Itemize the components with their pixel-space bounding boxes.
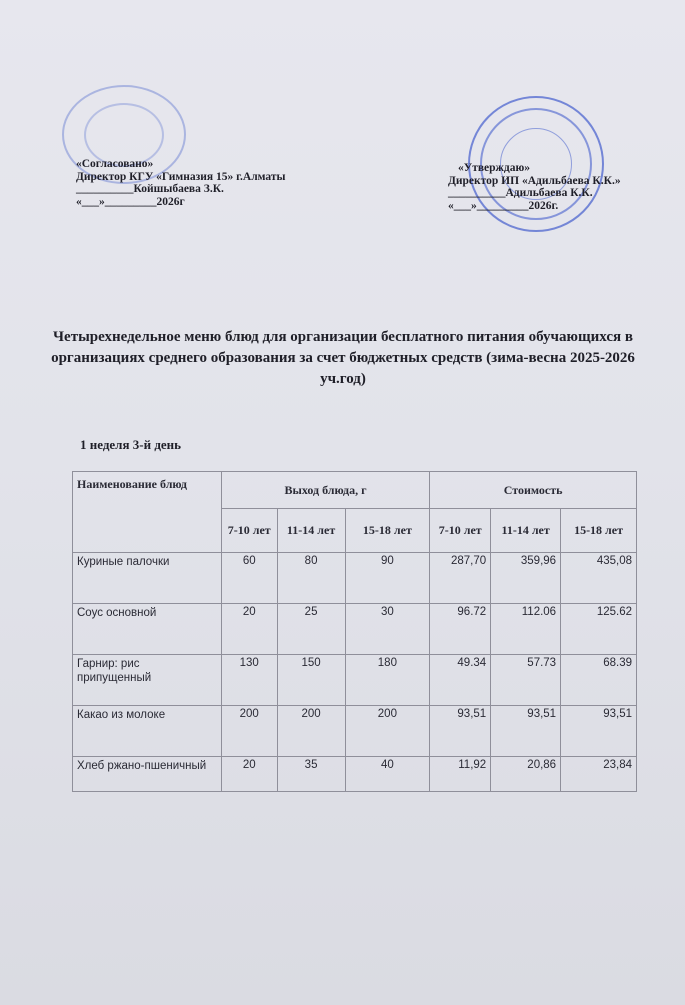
header-age: 15-18 лет — [345, 509, 430, 553]
emblem-inner-ring — [84, 103, 164, 167]
dish-name-cell: Соус основной — [73, 604, 222, 655]
agreed-director: Директор КГУ «Гимназия 15» г.Алматы — [76, 170, 286, 183]
table-row — [73, 553, 637, 604]
yield-cell: 35 — [277, 757, 345, 792]
table-row — [73, 757, 637, 792]
table-row — [73, 706, 637, 757]
cost-cell: 359,96 — [491, 553, 561, 604]
agreed-date: «___»_________2026г — [76, 195, 185, 208]
header-row-main — [73, 472, 637, 509]
table-row — [73, 655, 637, 706]
header-age: 11-14 лет — [277, 509, 345, 553]
header-dish-name: Наименование блюд — [73, 472, 222, 553]
cost-cell: 93,51 — [561, 706, 637, 757]
menu-table — [72, 471, 637, 792]
header-age: 11-14 лет — [491, 509, 561, 553]
yield-cell: 20 — [221, 604, 277, 655]
dish-name-cell: Куриные палочки — [73, 553, 222, 604]
yield-cell: 80 — [277, 553, 345, 604]
cost-cell: 23,84 — [561, 757, 637, 792]
agreed-label: «Согласовано» — [76, 158, 154, 170]
document-title: Четырехнедельное меню блюд для организации бесплатного питания обучающихся в организациях среднего образования за счет бюджетных средств (зима-весна 2025-2026 уч.год) — [51, 329, 635, 387]
yield-cell: 90 — [345, 553, 430, 604]
yield-cell: 200 — [277, 706, 345, 757]
cost-cell: 96.72 — [430, 604, 491, 655]
cost-cell: 93,51 — [430, 706, 491, 757]
yield-cell: 200 — [345, 706, 430, 757]
header-age: 7-10 лет — [221, 509, 277, 553]
dish-name-cell: Хлеб ржано-пшеничный — [73, 757, 222, 792]
yield-cell: 25 — [277, 604, 345, 655]
approved-date: «___»_________2026г. — [448, 199, 559, 212]
week-day-subtitle: 1 неделя 3-й день — [80, 437, 182, 452]
approved-director: Директор ИП «Адильбаева К.К.» — [448, 174, 621, 187]
yield-cell: 40 — [345, 757, 430, 792]
cost-cell: 287,70 — [430, 553, 491, 604]
yield-cell: 150 — [277, 655, 345, 706]
dish-name-cell: Гарнир: рис припущенный — [73, 655, 222, 706]
yield-cell: 20 — [221, 757, 277, 792]
header-yield: Выход блюда, г — [221, 472, 430, 509]
approval-block-right — [448, 162, 621, 212]
yield-cell: 130 — [221, 655, 277, 706]
approved-signature: __________Адильбаева К.К. — [448, 187, 593, 199]
header-age: 7-10 лет — [430, 509, 491, 553]
yield-cell: 180 — [345, 655, 430, 706]
yield-cell: 60 — [221, 553, 277, 604]
header-cost: Стоимость — [430, 472, 637, 509]
approval-block-left — [76, 158, 285, 208]
yield-cell: 30 — [345, 604, 430, 655]
header-age: 15-18 лет — [561, 509, 637, 553]
yield-cell: 200 — [221, 706, 277, 757]
table-row — [73, 604, 637, 655]
cost-cell: 57.73 — [491, 655, 561, 706]
cost-cell: 112.06 — [491, 604, 561, 655]
cost-cell: 93,51 — [491, 706, 561, 757]
cost-cell: 49.34 — [430, 655, 491, 706]
cost-cell: 435,08 — [561, 553, 637, 604]
agreed-signature: __________Койшыбаева З.К. — [76, 183, 224, 195]
cost-cell: 125.62 — [561, 604, 637, 655]
cost-cell: 20,86 — [491, 757, 561, 792]
cost-cell: 11,92 — [430, 757, 491, 792]
cost-cell: 68.39 — [561, 655, 637, 706]
dish-name-cell: Какао из молоке — [73, 706, 222, 757]
approved-label: «Утверждаю» — [458, 162, 530, 174]
